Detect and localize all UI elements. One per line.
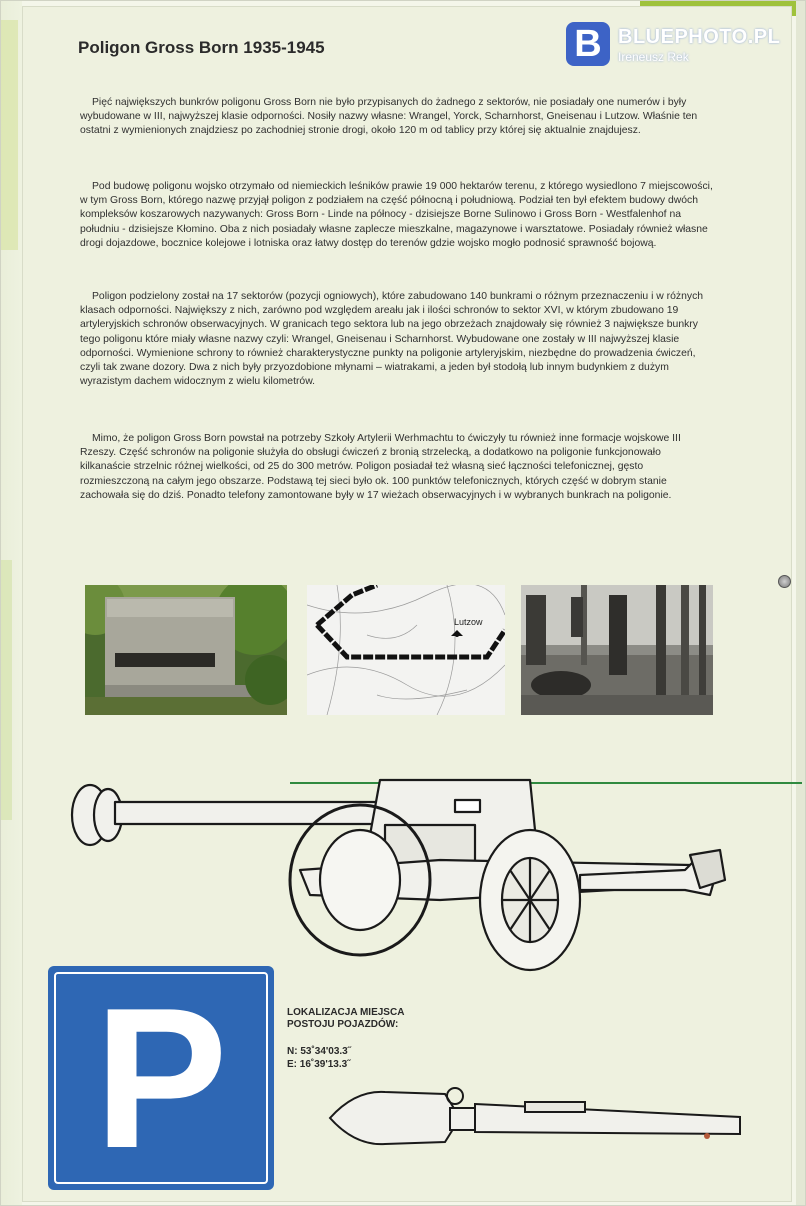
location-heading-line-1: LOKALIZACJA MIEJSCA bbox=[287, 1007, 405, 1018]
paragraph-3: Poligon podzielony został na 17 sektorów (pozycji ogniowych), które zabudowano 140 bunkrami o różnym przeznaczeniu i w różnych klasach odporności. Największy z nich, zarówno pod względem areału jak i ilości schronów to sektor XVI, w którym zbudowano 19 artyleryjskich schronów obserwacyjnych. W granicach tego sektora lub na jego obrzeżach znajdowały się również 3 największe bunkry tego poligonu które miały własne nazwy czyli: Wrangel, Gneisenau i Scharnhorst. Wybudowane one zostały w III najwyższej klasie odporności. Wymienione schrony to również charakterystyczne punkty na poligonie artyleryjskim, niezbędne do prowadzenia ćwiczeń, czyli tak zwane dozory. Dwa z nich były przyozdobione młynami – wiatrakami, a jeden był stodołą lub innym budynkiem z dużym wyrazistym dachem widocznym z wielu kilometrów. bbox=[80, 291, 704, 388]
paragraph-4: Mimo, że poligon Gross Born powstał na potrzeby Szkoły Artylerii Werhmachtu to ćwiczyły tu również inne formacje wojskowe III Rzeszy. Część schronów na poligonie służyła do obsługi ćwiczeń z bronią strzelecką, a dodatkowo na poligonie funkcjonowało kilkanaście strzelnic różnej wielkości, od 25 do 300 metrów. Poligon posiadał też własną sieć łączności telefonicznej, gęsto rozmieszczoną na całym jego obszarze. Podstawą tej sieci było ok. 100 punktów telefonicznych, których część w dobrym stanie zachowała się do dziś. Ponadto telefony zamontowane były w 17 wieżach obserwacyjnych i w wybranych bunkrach na poligonie. bbox=[80, 433, 681, 501]
coordinate-north: N: 53˚34'03.3˝ bbox=[287, 1046, 352, 1057]
map-label: Lutzow bbox=[454, 617, 483, 627]
watermark-author: Ireneusz Rek bbox=[618, 50, 689, 64]
board-title: Poligon Gross Born 1935-1945 bbox=[78, 38, 325, 57]
location-heading-line-2: POSTOJU POJAZDÓW: bbox=[287, 1019, 399, 1030]
parking-letter: P bbox=[94, 967, 228, 1190]
watermark-brand: BLUEPHOTO.PL bbox=[618, 26, 781, 48]
watermark-logo: B bbox=[566, 22, 610, 66]
paragraph-1: Pięć największych bunkrów poligonu Gross Born nie było przypisanych do żadnego z sektorów, nie posiadały one numerów i były wybudowane w III, najwyższej klasie odporności. Nosiły nazwy własne: Wrangel, Yorck, Scharnhorst, Gneisenau i Lutzow. Właśnie ten ostatni z wymienionych znajdziesz po zachodniej stronie drogi, około 120 m od tablicy przy której się aktualnie znajdujesz. bbox=[80, 97, 698, 137]
paragraph-2: Pod budowę poligonu wojsko otrzymało od niemieckich leśników prawie 19 000 hektarów terenu, z którego wysiedlono 7 miejscowości, w tym Gross Born, którego nazwę przyjął poligon z podziałem na część północną i południową. Podział ten był efektem budowy dwóch kompleksów koszarowych nazywanych: Gross Born - Linde na północy - dzisiejsze Borne Sulinowo i Gross Born - Westfalenhof na południu - dzisiejsze Kłomino. Oba z nich posiadały własne zaplecze mieszkalne, magazynowe i warsztatowe. Posiadały również własne drogi dojazdowe, bocznice kolejowe i lotniska oraz łatwy dostęp do terenów gdzie wojsko mogło podnosić sprawność bojową. bbox=[80, 181, 713, 249]
coordinate-east: E: 16˚39'13.3˝ bbox=[287, 1059, 351, 1070]
